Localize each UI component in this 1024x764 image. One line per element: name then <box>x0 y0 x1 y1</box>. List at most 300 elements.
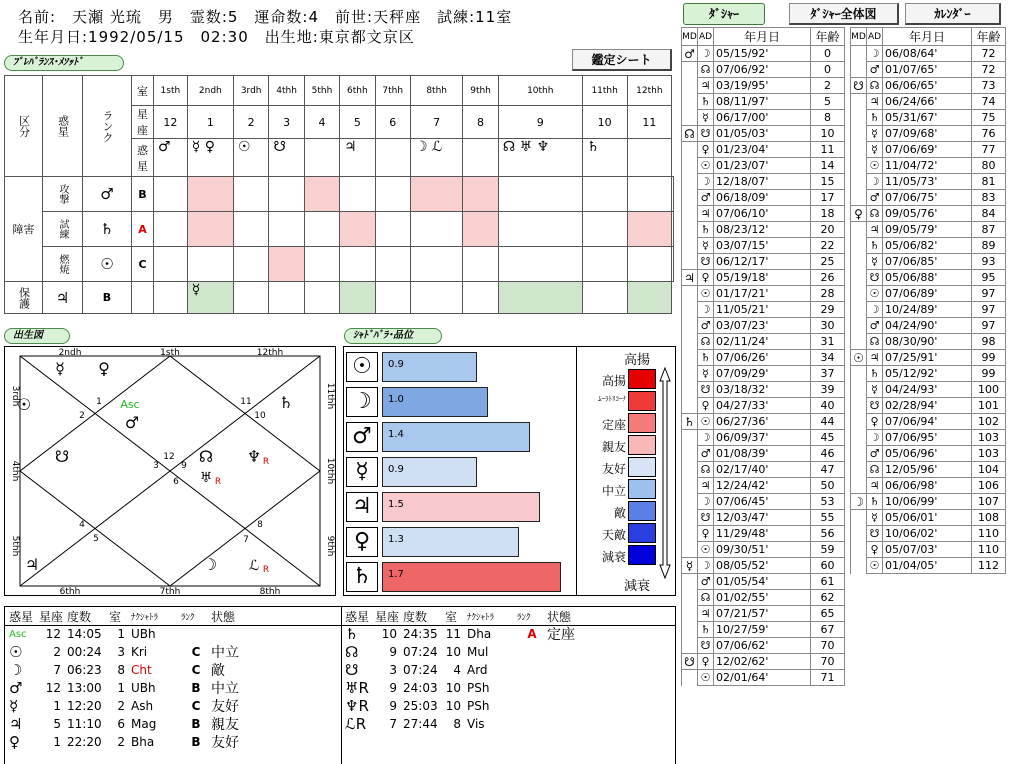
planet-cell-s: 10 <box>381 627 397 641</box>
house-label: 7thh <box>159 587 181 596</box>
dasha-age: 108 <box>972 510 1006 526</box>
dasha-md-icon: ☋ <box>851 78 867 94</box>
house-label: 9thh <box>325 535 335 557</box>
dasha-date: 11/05/21' <box>714 302 811 318</box>
dasha-md-icon <box>682 254 698 270</box>
dasha-ad-icon: ♂ <box>867 62 883 78</box>
mark-cell <box>340 247 375 282</box>
dasha-date: 08/05/52' <box>714 558 811 574</box>
house-header: 1sth <box>154 76 188 106</box>
header-cell: ﾅｸｼｬﾄﾗ <box>467 612 495 623</box>
dasha-md-icon: ☿ <box>682 558 698 574</box>
dasha-ad-icon: ♂ <box>867 190 883 206</box>
dasha-age: 81 <box>972 174 1006 190</box>
dasha-date: 01/05/03' <box>714 126 811 142</box>
dasha-ad-icon: ☋ <box>698 126 714 142</box>
dasha-age: 15 <box>811 174 845 190</box>
planet-cell-d: 12:20 <box>67 699 102 713</box>
empty-cell <box>132 282 154 314</box>
dasha-age: 75 <box>972 110 1006 126</box>
shadbala-value: 1.0 <box>388 394 404 405</box>
planet-cell-h: 8 <box>117 663 125 677</box>
dasha-md-icon: ☽ <box>851 494 867 510</box>
planet-row <box>345 697 675 715</box>
kubun-header: 区分 <box>5 76 43 177</box>
dasha-md-icon <box>851 238 867 254</box>
dasha-md-icon <box>851 286 867 302</box>
planet-cell-p: ♃ <box>9 715 23 733</box>
sign-number: 1 <box>96 397 102 407</box>
house-header: 3rdh <box>233 76 268 106</box>
dasha-row <box>682 174 845 190</box>
dasha-row <box>682 302 845 318</box>
dasha-age: 97 <box>972 318 1006 334</box>
mark-cell <box>463 282 498 314</box>
dasha-row <box>851 158 1006 174</box>
dasha-age: 25 <box>811 254 845 270</box>
planet-cell-s: 12 <box>45 627 61 641</box>
dasha-age: 62 <box>811 590 845 606</box>
dasha-age: 65 <box>811 606 845 622</box>
sign-number: 6 <box>173 477 179 487</box>
dasha-row <box>851 206 1006 222</box>
dasha-overview-button[interactable]: ﾀﾞｼｬｰ全体図 <box>789 3 899 25</box>
planet-cell-s: 2 <box>53 645 61 659</box>
sun-icon: ☉ <box>16 395 32 414</box>
dasha-age: 17 <box>811 190 845 206</box>
dasha-ad-icon: ♄ <box>867 494 883 510</box>
dasha-row <box>851 510 1006 526</box>
planet-cell-n: Cht <box>131 663 152 677</box>
dasha-row <box>682 366 845 382</box>
legend-label: 天敵 <box>601 528 626 542</box>
dasha-age: 103 <box>972 446 1006 462</box>
dasha-ad-icon: ♄ <box>867 238 883 254</box>
planet-table-header <box>9 607 339 625</box>
dasha-md-icon <box>682 590 698 606</box>
dasha-age: 80 <box>972 158 1006 174</box>
dasha-age: 97 <box>972 286 1006 302</box>
dasha-age: 39 <box>811 382 845 398</box>
shadbala-planet-icon: ♃ <box>346 492 378 522</box>
dasha-age: 103 <box>972 430 1006 446</box>
header-cell: 状態 <box>211 609 236 624</box>
dasha-ad-icon: ☊ <box>698 462 714 478</box>
obstacle-rank: C <box>132 247 154 282</box>
dasha-md-icon <box>851 62 867 78</box>
dasha-row <box>682 446 845 462</box>
dasha-ad-icon: ☉ <box>867 286 883 302</box>
planet-cell-d: 14:05 <box>67 627 102 641</box>
dasha-ad-icon: ♃ <box>867 478 883 494</box>
dasha-date: 07/06/94' <box>883 414 972 430</box>
dasha-row <box>682 638 845 654</box>
dasha-row <box>851 286 1006 302</box>
dasha-date: 10/06/02' <box>883 526 972 542</box>
hogo-label: 保護 <box>5 282 43 314</box>
dasha-age: 40 <box>811 398 845 414</box>
mark-cell <box>582 247 627 282</box>
sign-number: 8 <box>463 106 498 139</box>
house-label: 5thh <box>10 535 20 557</box>
dasha-row <box>851 318 1006 334</box>
mark-cell <box>269 212 304 247</box>
dasha-age: 50 <box>811 478 845 494</box>
planet-cell-d: 00:24 <box>67 645 102 659</box>
dasha-date: 05/07/03' <box>883 542 972 558</box>
dasha-date: 07/06/85' <box>883 254 972 270</box>
dasha-md-icon <box>682 526 698 542</box>
planet-cell-d: 07:24 <box>403 663 438 677</box>
dasha-md-icon <box>682 462 698 478</box>
dasha-row <box>851 366 1006 382</box>
dasha-md-icon <box>851 110 867 126</box>
dasha-row <box>682 142 845 158</box>
dasha-md-icon <box>682 206 698 222</box>
planet-cell-s: 1 <box>53 699 61 713</box>
planet-cell-n: Ard <box>467 663 488 677</box>
house-label: 3rdh <box>10 385 20 407</box>
dasha-date: 10/24/89' <box>883 302 972 318</box>
dasha-md-icon <box>851 510 867 526</box>
dasha-md-icon <box>682 110 698 126</box>
dasha-md-icon <box>851 558 867 574</box>
dasha-ad-icon: ♄ <box>698 622 714 638</box>
dasha-row <box>682 206 845 222</box>
dasha-date: 10/27/59' <box>714 622 811 638</box>
dasha-row <box>851 382 1006 398</box>
dasha-md-icon <box>682 430 698 446</box>
dasha-age-header: 年齢 <box>972 28 1006 46</box>
dasha-age: 95 <box>972 270 1006 286</box>
mark-cell <box>375 247 410 282</box>
dasha-date: 02/11/24' <box>714 334 811 350</box>
dasha-md-icon <box>851 542 867 558</box>
planet-table-header <box>345 607 675 625</box>
dasha-md-icon <box>851 334 867 350</box>
shadbala-planet-icon: ♀ <box>346 527 378 557</box>
dasha-md-header: MD <box>682 28 698 46</box>
mark-cell <box>498 282 582 314</box>
dasha-date: 04/24/93' <box>883 382 972 398</box>
dasha-row <box>682 494 845 510</box>
dasha-date: 03/19/95' <box>714 78 811 94</box>
dasha-ad-icon: ☉ <box>698 542 714 558</box>
dasha-row <box>851 302 1006 318</box>
uranus-icon: ♅ <box>199 470 213 486</box>
legend-title-bottom: 減衰 <box>624 579 651 594</box>
mark-cell <box>672 212 674 247</box>
legend-label: 中立 <box>601 484 626 498</box>
dasha-md-icon <box>851 398 867 414</box>
dasha-ad-icon: ♃ <box>698 206 714 222</box>
sign-number: 2 <box>233 106 268 139</box>
dasha-age: 93 <box>972 254 1006 270</box>
dasha-age: 55 <box>811 510 845 526</box>
planet-cell-s: 9 <box>389 645 397 659</box>
header-cell: ﾗﾝｸ <box>517 612 531 623</box>
legend-label: 高揚 <box>601 374 626 388</box>
dasha-ad-icon: ☊ <box>867 334 883 350</box>
dasha-date: 07/21/57' <box>714 606 811 622</box>
shadbala-bar <box>382 422 530 452</box>
pluto-icon: ℒ <box>248 558 260 574</box>
dasha-ad-icon: ☉ <box>698 414 714 430</box>
dasha-md-icon <box>682 94 698 110</box>
dasha-date: 06/06/98' <box>883 478 972 494</box>
dasha-md-icon <box>851 46 867 62</box>
dasha-age: 89 <box>972 238 1006 254</box>
dasha-date: 07/06/95' <box>883 430 972 446</box>
dasha-date: 06/17/00' <box>714 110 811 126</box>
dasha-row <box>682 622 845 638</box>
dasha-age-header: 年齢 <box>811 28 845 46</box>
sign-number: 10 <box>582 106 627 139</box>
dasha-table-right <box>850 27 1006 574</box>
kantei-sheet-button[interactable]: 鑑定シート <box>572 49 672 71</box>
dasha-date: 07/06/89' <box>883 286 972 302</box>
dasha-ad-icon: ☽ <box>698 302 714 318</box>
dasha-age: 110 <box>972 526 1006 542</box>
house-header: 9thh <box>463 76 498 106</box>
dasha-ad-icon: ☊ <box>698 62 714 78</box>
dasha-age: 77 <box>972 142 1006 158</box>
dasha-ad-icon: ☊ <box>867 206 883 222</box>
planet-cell-st: 敵 <box>211 663 225 679</box>
mark-cell <box>187 212 233 247</box>
dasha-md-icon: ♀ <box>851 206 867 222</box>
mark-cell <box>304 282 339 314</box>
dasha-ad-icon: ☋ <box>698 254 714 270</box>
dasha-date: 07/06/92' <box>714 62 811 78</box>
dasha-date: 01/08/39' <box>714 446 811 462</box>
planet-cell-p: Asc <box>9 628 27 640</box>
dasha-date: 06/09/37' <box>714 430 811 446</box>
mark-cell <box>498 247 582 282</box>
dasha-date: 07/06/45' <box>714 494 811 510</box>
hogo-rank: B <box>83 282 132 314</box>
planet-cell-h: 8 <box>453 717 461 731</box>
dasha-age: 30 <box>811 318 845 334</box>
dasha-date: 01/05/54' <box>714 574 811 590</box>
header-cell: 星座 <box>375 609 400 624</box>
planet-cell-p: ♂ <box>9 679 23 697</box>
planet-cell-r: B <box>191 717 201 731</box>
legend-swatch <box>628 391 656 411</box>
dasha-ad-icon: ☋ <box>867 526 883 542</box>
sign-number: 3 <box>153 461 159 471</box>
legend-swatch <box>628 369 656 389</box>
planet-cell-r: A <box>527 627 537 641</box>
dasha-ad-icon: ♄ <box>698 350 714 366</box>
dasha-ad-icon: ☊ <box>698 590 714 606</box>
planet-cell-p: ♅R <box>345 679 369 697</box>
dasha-age: 10 <box>811 126 845 142</box>
dasha-md-icon: ☊ <box>682 126 698 142</box>
planet-cell-st: 中立 <box>211 645 239 661</box>
dasha-date: 02/17/40' <box>714 462 811 478</box>
dasha-md-icon <box>682 542 698 558</box>
dasha-age: 20 <box>811 222 845 238</box>
sign-number: 9 <box>181 461 187 471</box>
mark-cell <box>340 177 375 212</box>
dasha-ad-icon: ☽ <box>698 174 714 190</box>
dasha-age: 70 <box>811 638 845 654</box>
planet-row <box>9 661 339 679</box>
dasha-md-icon <box>682 302 698 318</box>
house-header: 12thh <box>627 76 672 106</box>
planet-cell-r: C <box>191 663 201 677</box>
venus-icon: ♀ <box>98 359 110 378</box>
mark-cell <box>233 212 268 247</box>
header-cell: 度数 <box>403 609 428 624</box>
sign-number: 10 <box>254 411 266 421</box>
sign-number: 9 <box>498 106 582 139</box>
house-planets <box>304 139 339 177</box>
dasha-ad-icon: ♀ <box>698 398 714 414</box>
obstacle-planet: ♄ <box>83 212 132 247</box>
dasha-date: 12/02/62' <box>714 654 811 670</box>
dasha-row <box>682 606 845 622</box>
planet-cell-h: 1 <box>117 627 125 641</box>
dasha-date: 01/17/21' <box>714 286 811 302</box>
planet-cell-d: 07:24 <box>403 645 438 659</box>
planet-cell-d: 22:20 <box>67 735 102 749</box>
dasha-row <box>851 494 1006 510</box>
legend-swatch <box>628 501 656 521</box>
shadbala-label: ｼｬﾄﾞﾊﾞﾗ･品位 <box>344 328 442 344</box>
dasha-ad-icon: ☽ <box>867 430 883 446</box>
dasha-table-left <box>681 27 845 686</box>
dasha-date: 11/04/72' <box>883 158 972 174</box>
dasha-age: 84 <box>972 206 1006 222</box>
dasha-age: 61 <box>811 574 845 590</box>
shadbala-value: 1.4 <box>388 429 404 440</box>
mark-cell <box>233 282 268 314</box>
dasha-row <box>851 94 1006 110</box>
dasha-ad-icon: ☽ <box>698 558 714 574</box>
planet-cell-h: 11 <box>445 627 461 641</box>
dasha-md-icon <box>851 158 867 174</box>
dasha-age: 98 <box>972 334 1006 350</box>
house-planets: ♂ <box>154 139 188 177</box>
moon-icon: ☽ <box>202 555 218 574</box>
dasha-ad-icon: ☋ <box>867 398 883 414</box>
neptune-icon: ♆ <box>246 447 262 466</box>
dasha-ad-icon: ☿ <box>698 366 714 382</box>
header-cell: ﾗﾝｸ <box>181 612 195 623</box>
mark-cell <box>375 177 410 212</box>
mark-cell <box>269 282 304 314</box>
dasha-ad-icon: ♄ <box>698 222 714 238</box>
planet-cell-s: 9 <box>389 699 397 713</box>
dasha-age: 2 <box>811 78 845 94</box>
dasha-age: 107 <box>972 494 1006 510</box>
dasha-md-icon <box>851 94 867 110</box>
dasha-date: 08/11/97' <box>714 94 811 110</box>
dasha-ad-icon: ♄ <box>867 110 883 126</box>
dasha-ad-icon: ☉ <box>867 558 883 574</box>
mark-cell <box>627 212 672 247</box>
legend-title-top: 高揚 <box>624 353 651 368</box>
mark-cell <box>463 212 498 247</box>
planet-cell-s: 7 <box>53 663 61 677</box>
dasha-age: 59 <box>811 542 845 558</box>
dasha-age: 53 <box>811 494 845 510</box>
planet-cell-n: Mag <box>131 717 157 731</box>
dasha-ad-icon: ♂ <box>867 318 883 334</box>
dasha-button[interactable]: ﾀﾞｼｬｰ <box>683 3 765 25</box>
mark-cell <box>582 282 627 314</box>
dasha-date: 12/18/07' <box>714 174 811 190</box>
planet-row <box>345 661 675 679</box>
mark-cell <box>410 212 462 247</box>
mark-cell <box>375 282 410 314</box>
dasha-age: 31 <box>811 334 845 350</box>
dasha-age: 14 <box>811 158 845 174</box>
planet-cell-st: 親友 <box>211 717 239 733</box>
dasha-date: 07/25/91' <box>883 350 972 366</box>
dasha-row <box>682 158 845 174</box>
planet-cell-n: Mul <box>467 645 489 659</box>
dasha-date: 05/06/88' <box>883 270 972 286</box>
planet-row <box>9 625 339 643</box>
dasha-row <box>682 270 845 286</box>
dasha-date: 05/31/67' <box>883 110 972 126</box>
dasha-md-icon <box>851 478 867 494</box>
dasha-ad-icon: ♀ <box>698 654 714 670</box>
mark-cell <box>304 247 339 282</box>
jupiter-icon: ♃ <box>24 555 40 574</box>
dasha-date: 07/09/68' <box>883 126 972 142</box>
calendar-button[interactable]: ｶﾚﾝﾀﾞｰ <box>905 3 1001 25</box>
dasha-date: 03/18/32' <box>714 382 811 398</box>
planet-cell-r: B <box>191 681 201 695</box>
dasha-ad-icon: ☋ <box>867 270 883 286</box>
dasha-md-icon <box>682 606 698 622</box>
dasha-age: 97 <box>972 302 1006 318</box>
sign-number: 12 <box>154 106 188 139</box>
mark-cell <box>304 177 339 212</box>
asc-label: Asc <box>120 398 140 411</box>
planet-cell-p: ☉ <box>9 643 23 661</box>
house-header: 4thh <box>269 76 304 106</box>
house-header: 2ndh <box>187 76 233 106</box>
dasha-date: 09/05/76' <box>883 206 972 222</box>
dasha-row <box>851 542 1006 558</box>
dasha-ad-icon: ☊ <box>867 462 883 478</box>
dasha-md-icon <box>682 158 698 174</box>
legend-label: 減衰 <box>601 550 626 564</box>
house-header: 11thh <box>582 76 627 106</box>
planet-cell-h: 4 <box>453 663 461 677</box>
dasha-row <box>682 590 845 606</box>
dasha-ad-icon: ☽ <box>698 46 714 62</box>
mark-cell <box>672 177 674 212</box>
dasha-date: 01/07/65' <box>883 62 972 78</box>
dasha-row <box>851 254 1006 270</box>
hogo-planet: ♃ <box>43 282 83 314</box>
dasha-row <box>682 414 845 430</box>
dasha-ad-icon: ♀ <box>867 542 883 558</box>
sign-number: 4 <box>304 106 339 139</box>
dasha-ad-icon: ☉ <box>867 158 883 174</box>
shadbala-value: 1.7 <box>388 569 404 580</box>
dasha-row <box>851 270 1006 286</box>
dasha-row <box>851 398 1006 414</box>
header-cell: ﾅｸｼｬﾄﾗ <box>131 612 159 623</box>
dasha-ad-icon: ☋ <box>698 638 714 654</box>
